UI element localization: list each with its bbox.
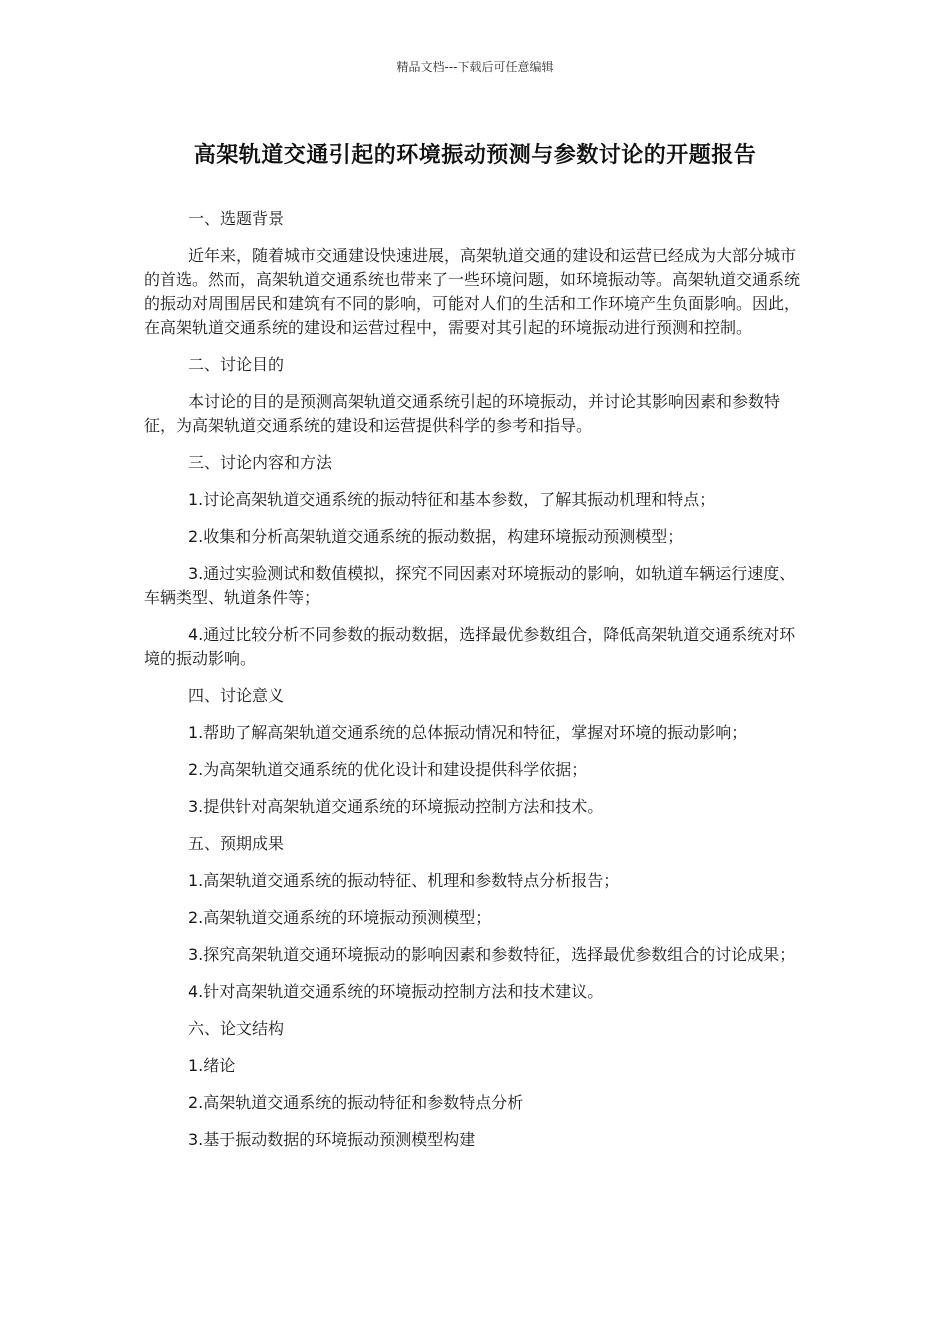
list-item: 4.通过比较分析不同参数的振动数据，选择最优参数组合，降低高架轨道交通系统对环境的振动影响。 xyxy=(144,625,796,668)
document-title: 高架轨道交通引起的环境振动预测与参数讨论的开题报告 xyxy=(193,143,757,168)
section-heading-expected-results: 五、预期成果 xyxy=(188,834,285,853)
page-header: 精品文档---下载后可任意编辑 xyxy=(396,60,554,74)
list-item: 1.帮助了解高架轨道交通系统的总体振动情况和特征，掌握对环境的振动影响； xyxy=(188,723,748,742)
list-item: 3.基于振动数据的环境振动预测模型构建 xyxy=(188,1130,476,1149)
list-item: 2.为高架轨道交通系统的优化设计和建设提供科学依据； xyxy=(188,760,588,779)
section-heading-content-methods: 三、讨论内容和方法 xyxy=(188,453,333,472)
paragraph-purpose: 本讨论的目的是预测高架轨道交通系统引起的环境振动，并讨论其影响因素和参数特征，为高架轨道交通系统的建设和运营提供科学的参考和指导。 xyxy=(144,392,781,435)
list-item: 3.提供针对高架轨道交通系统的环境振动控制方法和技术。 xyxy=(188,797,604,816)
list-item: 2.高架轨道交通系统的环境振动预测模型； xyxy=(188,908,492,927)
section-heading-thesis-structure: 六、论文结构 xyxy=(188,1019,285,1038)
list-item: 4.针对高架轨道交通系统的环境振动控制方法和技术建议。 xyxy=(188,982,604,1001)
list-item: 1.绪论 xyxy=(188,1056,236,1075)
section-heading-purpose: 二、讨论目的 xyxy=(188,355,285,374)
list-item: 1.讨论高架轨道交通系统的振动特征和基本参数，了解其振动机理和特点； xyxy=(188,490,716,509)
section-heading-background: 一、选题背景 xyxy=(188,209,285,228)
list-item: 3.通过实验测试和数值模拟，探究不同因素对环境振动的影响，如轨道车辆运行速度、车辆类型、轨道条件等； xyxy=(144,564,796,607)
list-item: 3.探究高架轨道交通环境振动的影响因素和参数特征，选择最优参数组合的讨论成果； xyxy=(188,945,796,964)
document-body xyxy=(144,207,806,1165)
list-item: 1.高架轨道交通系统的振动特征、机理和参数特点分析报告； xyxy=(188,871,620,890)
paragraph-background: 近年来，随着城市交通建设快速进展，高架轨道交通的建设和运营已经成为大部分城市的首选。然而，高架轨道交通系统也带来了一些环境问题，如环境振动等。高架轨道交通系统的振动对周围居民和建筑有不同的影响，可能对人们的生活和工作环境产生负面影响。因此，在高架轨道交通系统的建设和运营过程中，需要对其引起的环境振动进行预测和控制。 xyxy=(144,246,801,337)
list-item: 2.收集和分析高架轨道交通系统的振动数据，构建环境振动预测模型； xyxy=(188,527,684,546)
list-item: 2.高架轨道交通系统的振动特征和参数特点分析 xyxy=(188,1093,524,1112)
section-heading-significance: 四、讨论意义 xyxy=(188,686,285,705)
